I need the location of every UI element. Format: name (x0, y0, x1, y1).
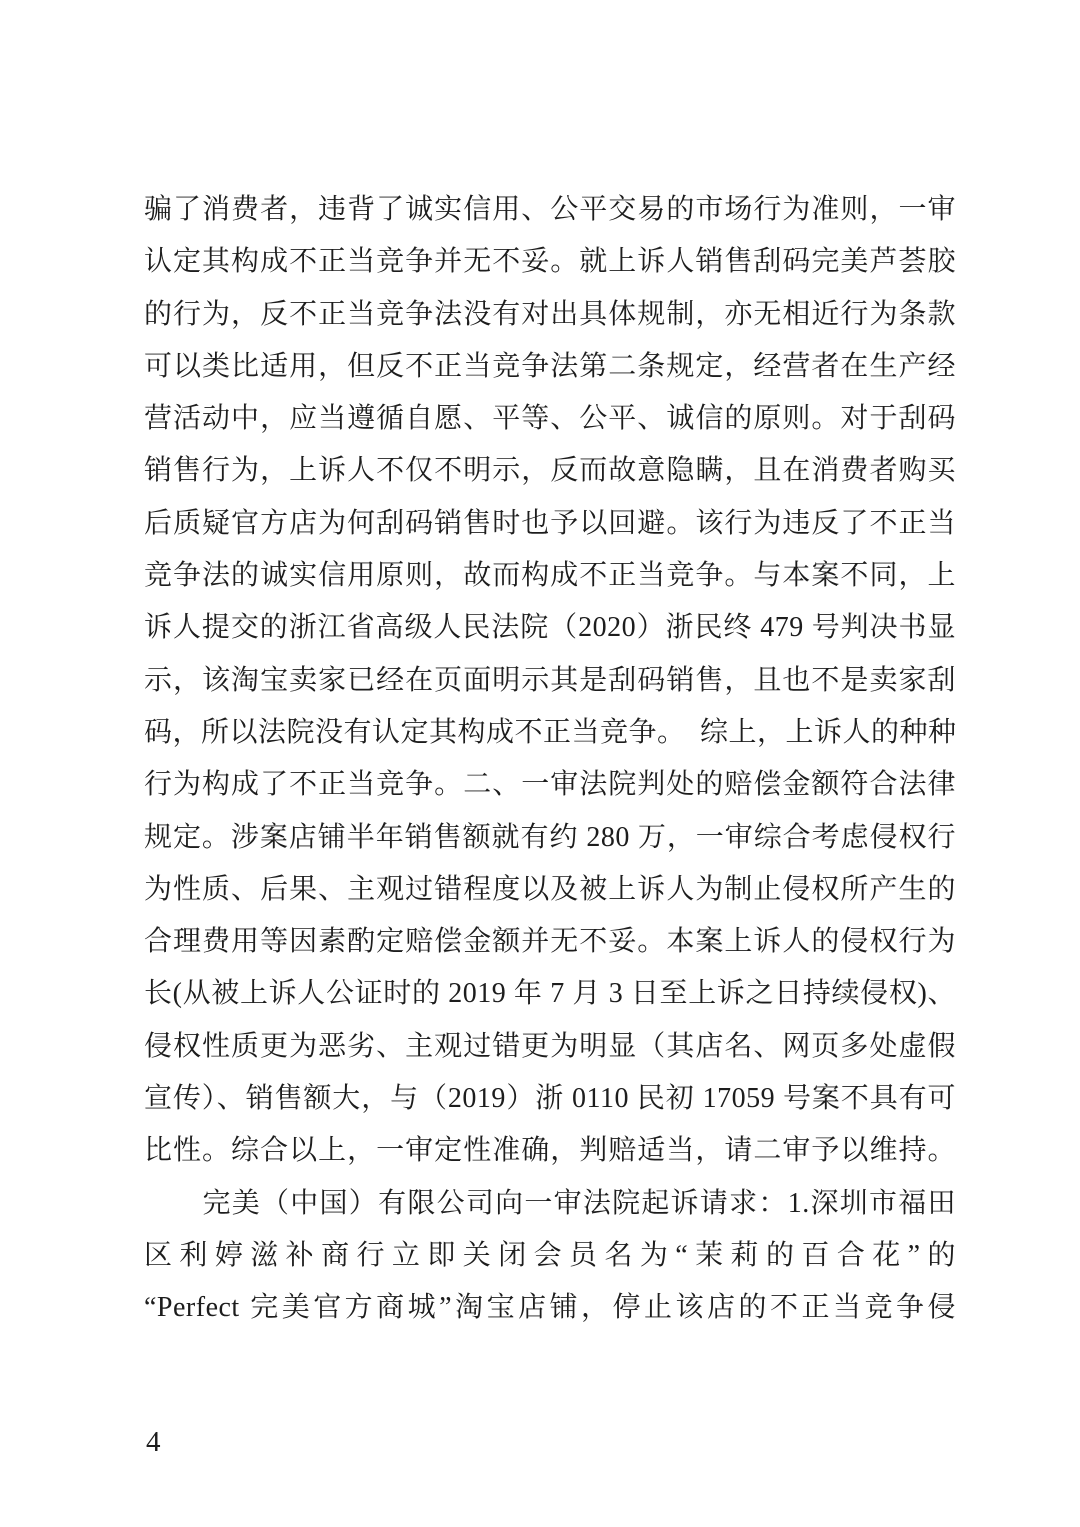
text-line: “Perfect 完美官方商城”淘宝店铺，停止该店的不正当竞争侵 (144, 1292, 956, 1324)
text-line: 合理费用等因素酌定赔偿金额并无不妥。本案上诉人的侵权行为 (144, 926, 956, 958)
document-body (144, 184, 956, 1335)
text-line: 为性质、后果、主观过错程度以及被上诉人为制止侵权所产生的 (144, 873, 956, 905)
text-line: 比性。综合以上，一审定性准确，判赔适当，请二审予以维持。 (144, 1135, 956, 1167)
page-number: 4 (146, 1426, 161, 1458)
text-line: 骗了消费者，违背了诚实信用、公平交易的市场行为准则，一审 (144, 194, 956, 225)
text-line: 示，该淘宝卖家已经在页面明示其是刮码销售，且也不是卖家刮 (144, 664, 956, 696)
text-line: 后质疑官方店为何刮码销售时也予以回避。该行为违反了不正当 (144, 507, 956, 539)
text-line: 的行为，反不正当竞争法没有对出具体规制，亦无相近行为条款 (144, 298, 956, 330)
text-line: 宣传）、销售额大，与（2019）浙 0110 民初 17059 号案不具有可 (144, 1083, 956, 1115)
text-line: 营活动中，应当遵循自愿、平等、公平、诚信的原则。对于刮码 (144, 403, 956, 435)
text-line: 侵权性质更为恶劣、主观过错更为明显（其店名、网页多处虚假 (144, 1030, 956, 1062)
text-line: 区利婷滋补商行立即关闭会员名为“茉莉的百合花”的 (144, 1239, 956, 1271)
text-line: 认定其构成不正当竞争并无不妥。就上诉人销售刮码完美芦荟胶 (144, 246, 956, 278)
text-line: 可以类比适用，但反不正当竞争法第二条规定，经营者在生产经 (144, 350, 956, 382)
text-line: 销售行为，上诉人不仅不明示，反而故意隐瞒，且在消费者购买 (144, 455, 956, 487)
text-line: 完美（中国）有限公司向一审法院起诉请求：1.深圳市福田 (144, 1187, 956, 1219)
text-line: 长(从被上诉人公证时的 2019 年 7 月 3 日至上诉之日持续侵权)、 (144, 978, 956, 1010)
text-line: 行为构成了不正当竞争。二、一审法院判处的赔偿金额符合法律 (144, 769, 956, 801)
text-line: 竞争法的诚实信用原则，故而构成不正当竞争。与本案不同，上 (144, 560, 956, 592)
text-line: 诉人提交的浙江省高级人民法院（2020）浙民终 479 号判决书显 (144, 612, 956, 644)
text-line: 码，所以法院没有认定其构成不正当竞争。 综上，上诉人的种种 (144, 716, 957, 748)
text-line: 规定。涉案店铺半年销售额就有约 280 万，一审综合考虑侵权行 (144, 821, 956, 853)
